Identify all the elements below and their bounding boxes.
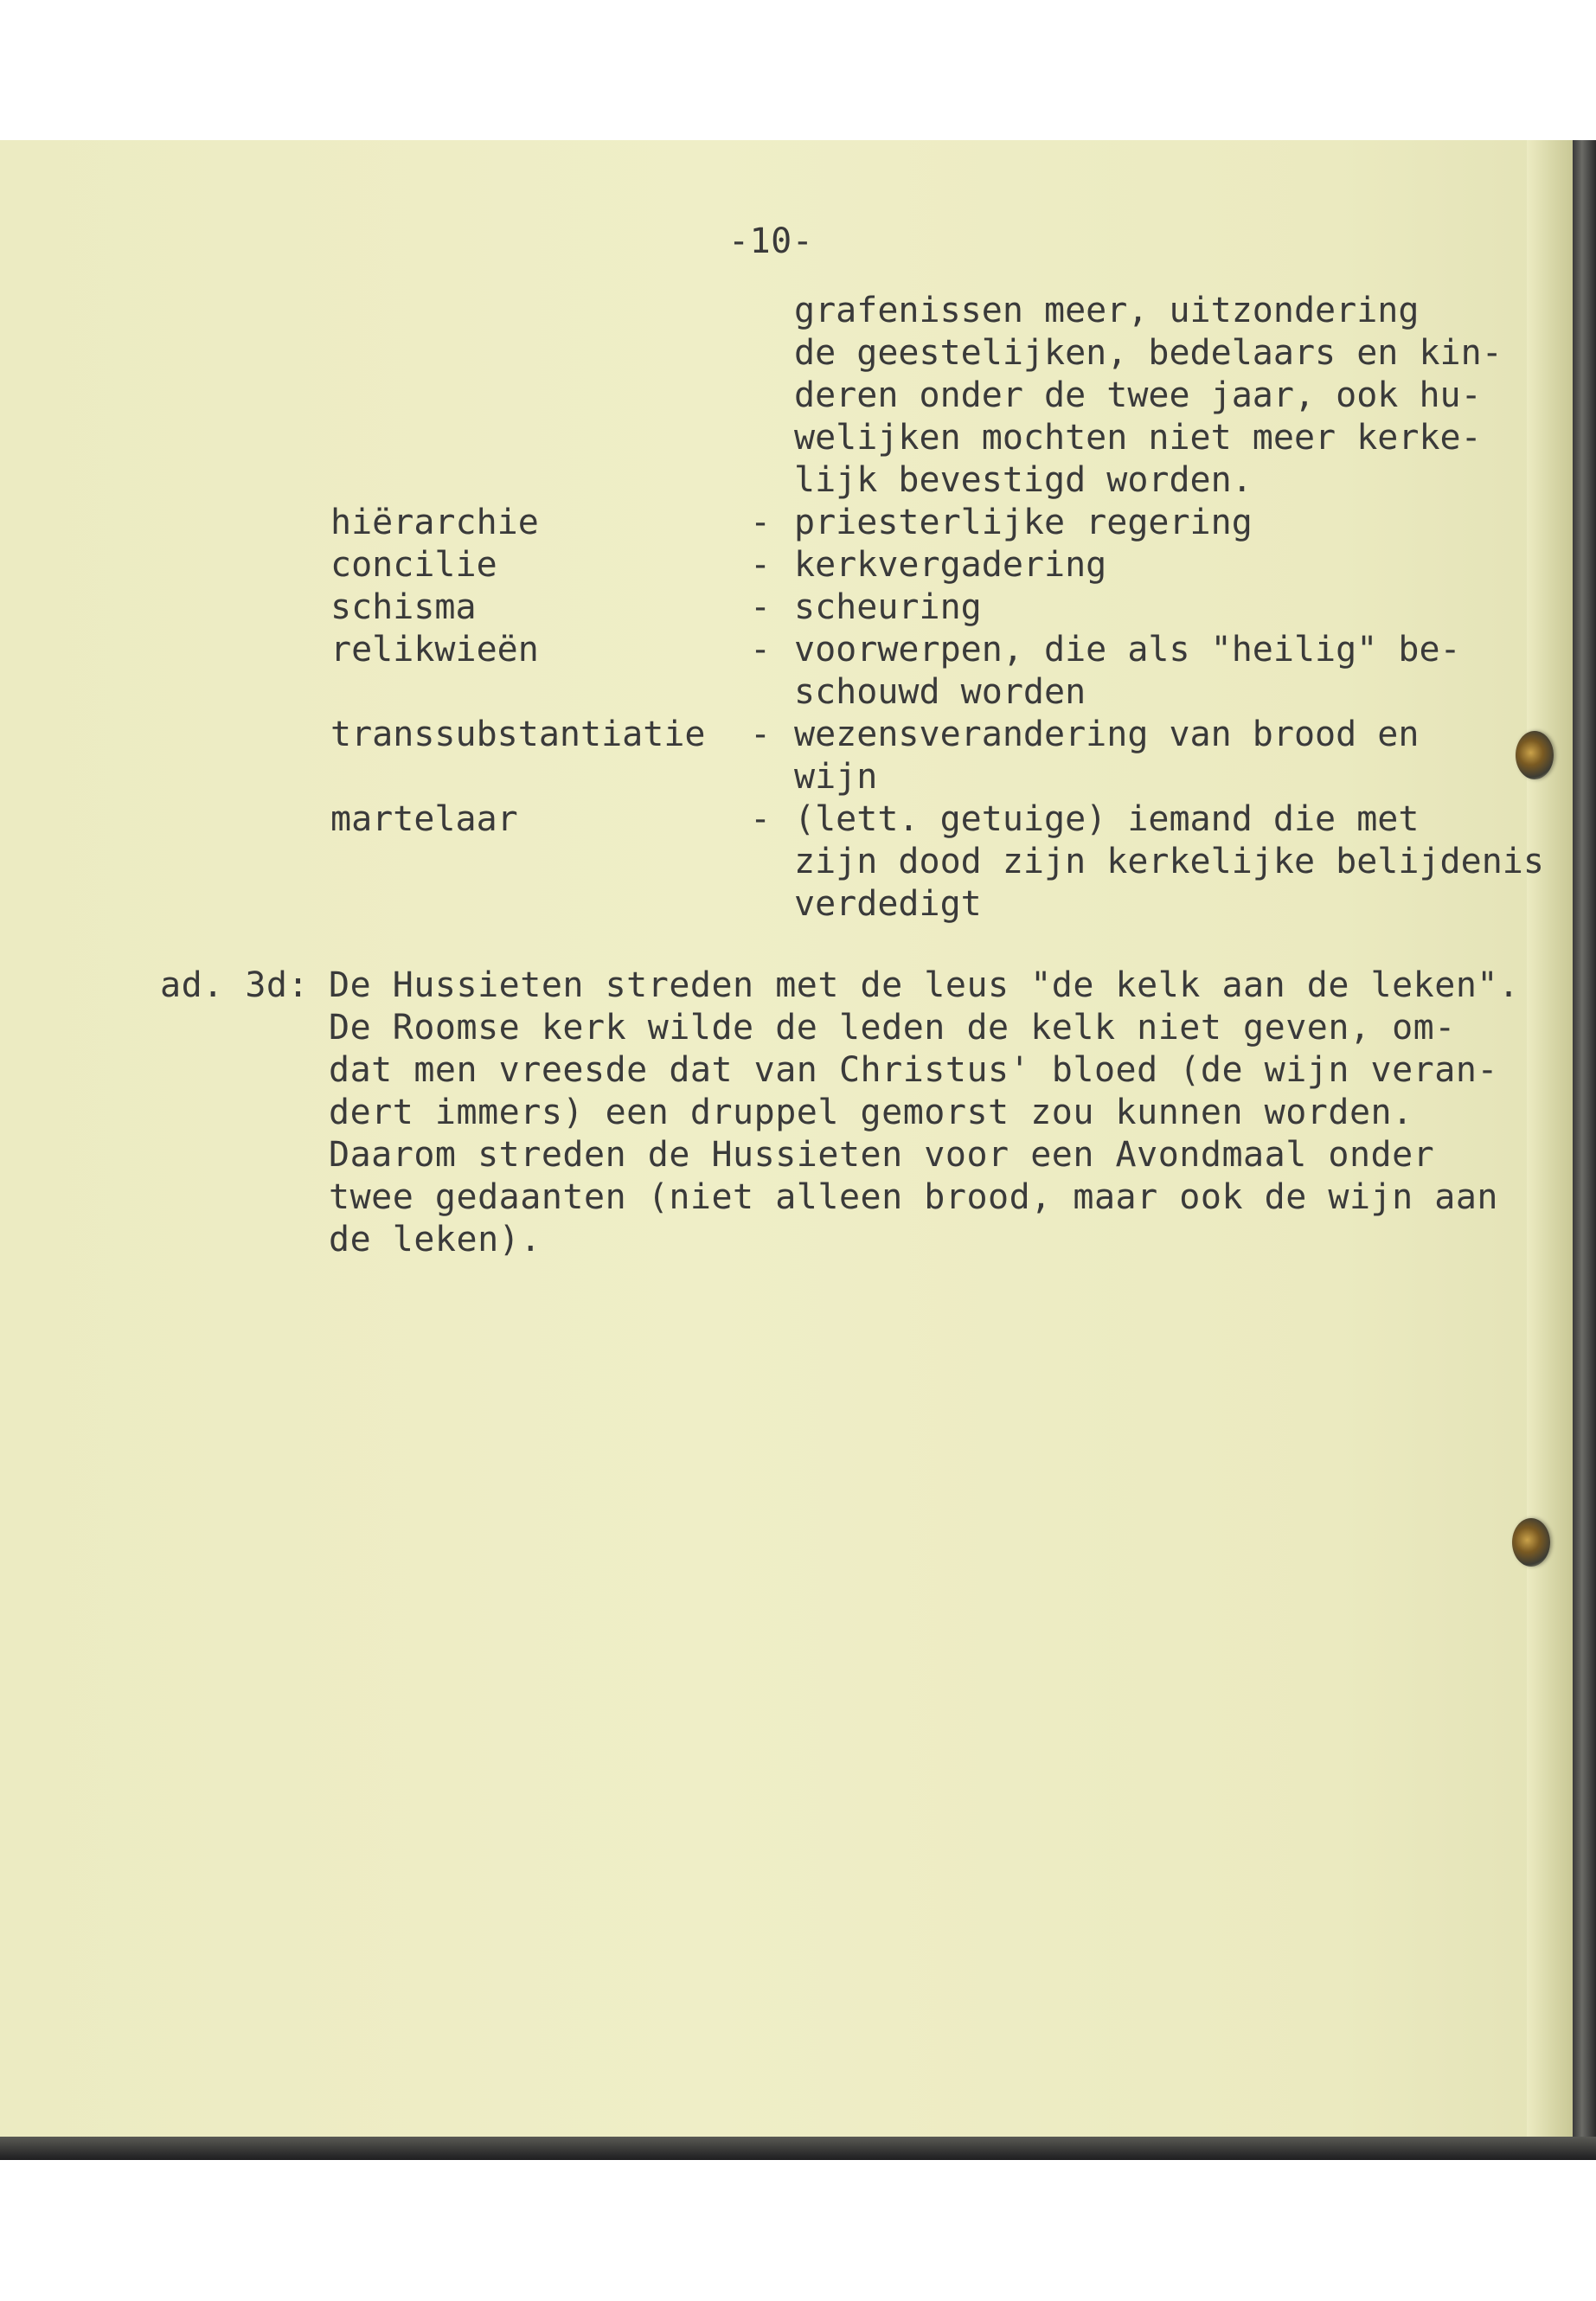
glossary-definition: wezensverandering van brood en wijn [794, 715, 1420, 797]
glossary-term: hiërarchie [330, 503, 539, 542]
glossary-dash: - [750, 503, 772, 542]
glossary-term: transsubstantiatie [330, 715, 706, 754]
glossary-term: martelaar [330, 799, 518, 839]
glossary-dash: - [750, 587, 772, 627]
glossary-row [330, 544, 1544, 586]
glossary-row [330, 586, 1544, 629]
page-number: -10- [728, 221, 814, 261]
glossary-row [330, 714, 1544, 798]
glossary-term: concilie [330, 545, 497, 585]
glossary-dash: - [750, 545, 772, 585]
glossary-dash: - [750, 630, 772, 670]
glossary-continuation [330, 290, 1544, 502]
section-paragraph: De Hussieten streden met de leus "de kelk aan de leken". De Roomse kerk wilde de leden de kelk niet geven, om- dat men vreesde dat van Christus' bloed (de wijn veran- dert immers) een druppel gemorst zou kunnen worden. Daarom streden de Hussieten voor een Avondmaal onder twee gedaanten (niet alleen brood, maar ook de wijn aan de leken). [329, 965, 1520, 1259]
glossary-definition: priesterlijke regering [794, 503, 1253, 542]
glossary-definition: voorwerpen, die als "heilig" be- schouwd worden [794, 630, 1461, 712]
glossary-term: schisma [330, 587, 477, 627]
continuation-text: grafenissen meer, uitzondering de geestelijken, bedelaars en kin- deren onder de twee jaar, ook hu- welijken mochten niet meer kerke- lijk bevestigd worden. [794, 291, 1503, 500]
glossary-term: relikwieën [330, 630, 539, 670]
glossary-definition: kerkvergadering [794, 545, 1107, 585]
glossary-row [330, 502, 1544, 544]
glossary [330, 290, 1544, 926]
glossary-row [330, 629, 1544, 714]
binder-strip [1573, 140, 1596, 2160]
glossary-row [330, 798, 1544, 926]
glossary-dash: - [750, 715, 772, 754]
bottom-shadow [0, 2137, 1596, 2160]
section-label: ad. 3d: [160, 965, 310, 1005]
glossary-definition: (lett. getuige) iemand die met zijn dood zijn kerkelijke belijdenis verdedigt [794, 799, 1544, 924]
glossary-dash: - [750, 799, 772, 839]
glossary-definition: scheuring [794, 587, 982, 627]
punch-hole-icon [1512, 1518, 1550, 1567]
